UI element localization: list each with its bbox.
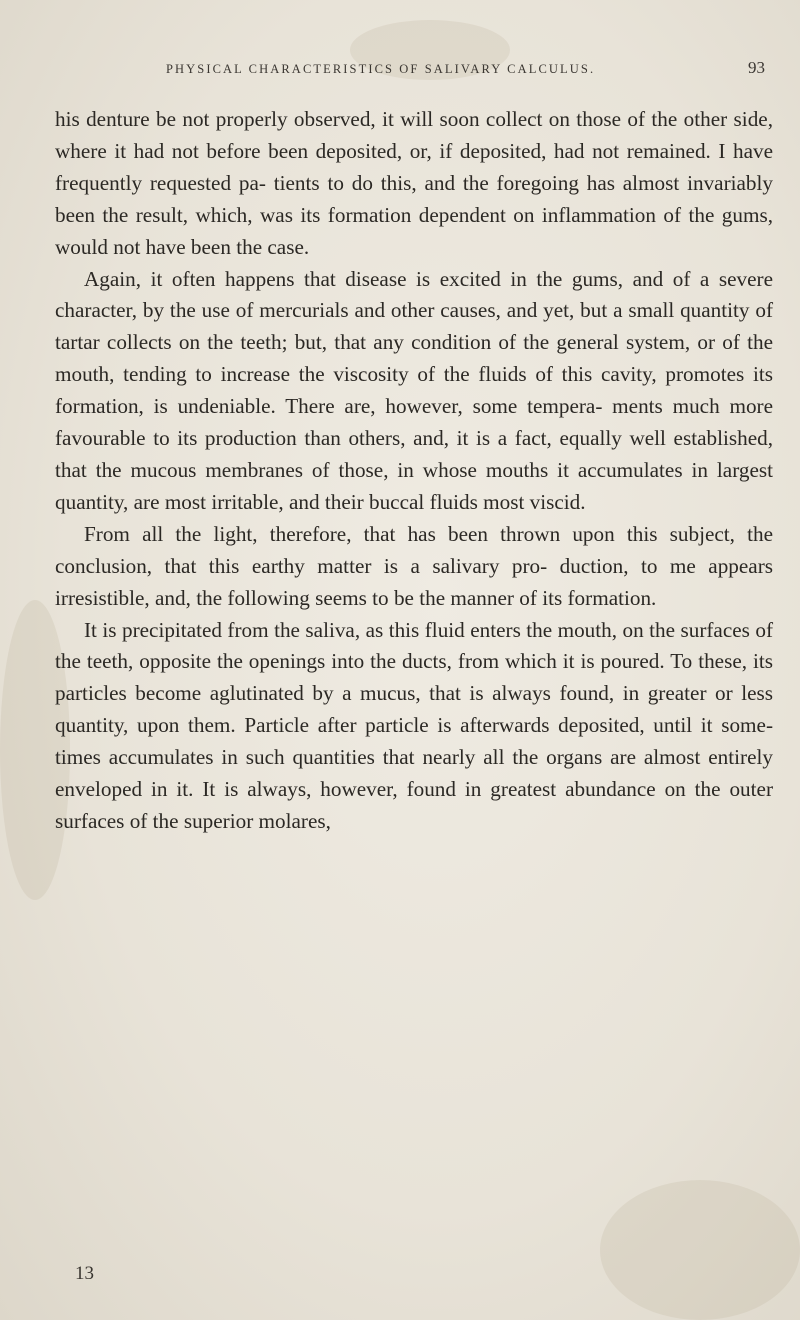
running-head: PHYSICAL CHARACTERISTICS OF SALIVARY CALCULUS. [166,62,596,76]
paragraph: From all the light, therefore, that has been thrown upon this subject, the conclusion, that this earthy matter is a salivary pro- duction, to me appears irresistible, and, the following seems to be the manner of its formation. [55,521,773,610]
body-text [55,104,773,838]
page-number: 93 [748,58,765,77]
signature-mark: 13 [75,1263,94,1284]
paper-stain [600,1180,800,1320]
paragraph: Again, it often happens that disease is excited in the gums, and of a severe character, by the use of mercurials and other causes, and yet, but a small quantity of tartar collects on the teeth; but, that any condition of the general system, or of the mouth, tending to increase the viscosity of the fluids of this cavity, promotes its formation, is undeniable. There are, however, some tempera- ments much more favourable to its production than others, and, it is a fact, equally well established, that the mucous membranes of those, in whose mouths it accumulates in largest quantity, are most irritable, and their buccal fluids most viscid. [55,266,773,514]
paragraph: It is precipitated from the saliva, as this fluid enters the mouth, on the surfaces of the teeth, opposite the openings into the ducts, from which it is poured. To these, its particles become aglutinated by a mucus, that is always found, in greater or less quantity, upon them. Particle after particle is afterwards deposited, until it some- times accumulates in such quantities that nearly all the organs are almost entirely enveloped in it. It is always, however, found in greatest abundance on the outer surfaces of the superior molares, [55,617,773,833]
paragraph: his denture be not properly observed, it will soon collect on those of the other side, where it had not before been deposited, or, if deposited, had not remained. I have frequently requested pa- tients to do this, and the foregoing has almost invariably been the result, which, was its formation dependent on inflammation of the gums, would not have been the case. [55,107,773,259]
